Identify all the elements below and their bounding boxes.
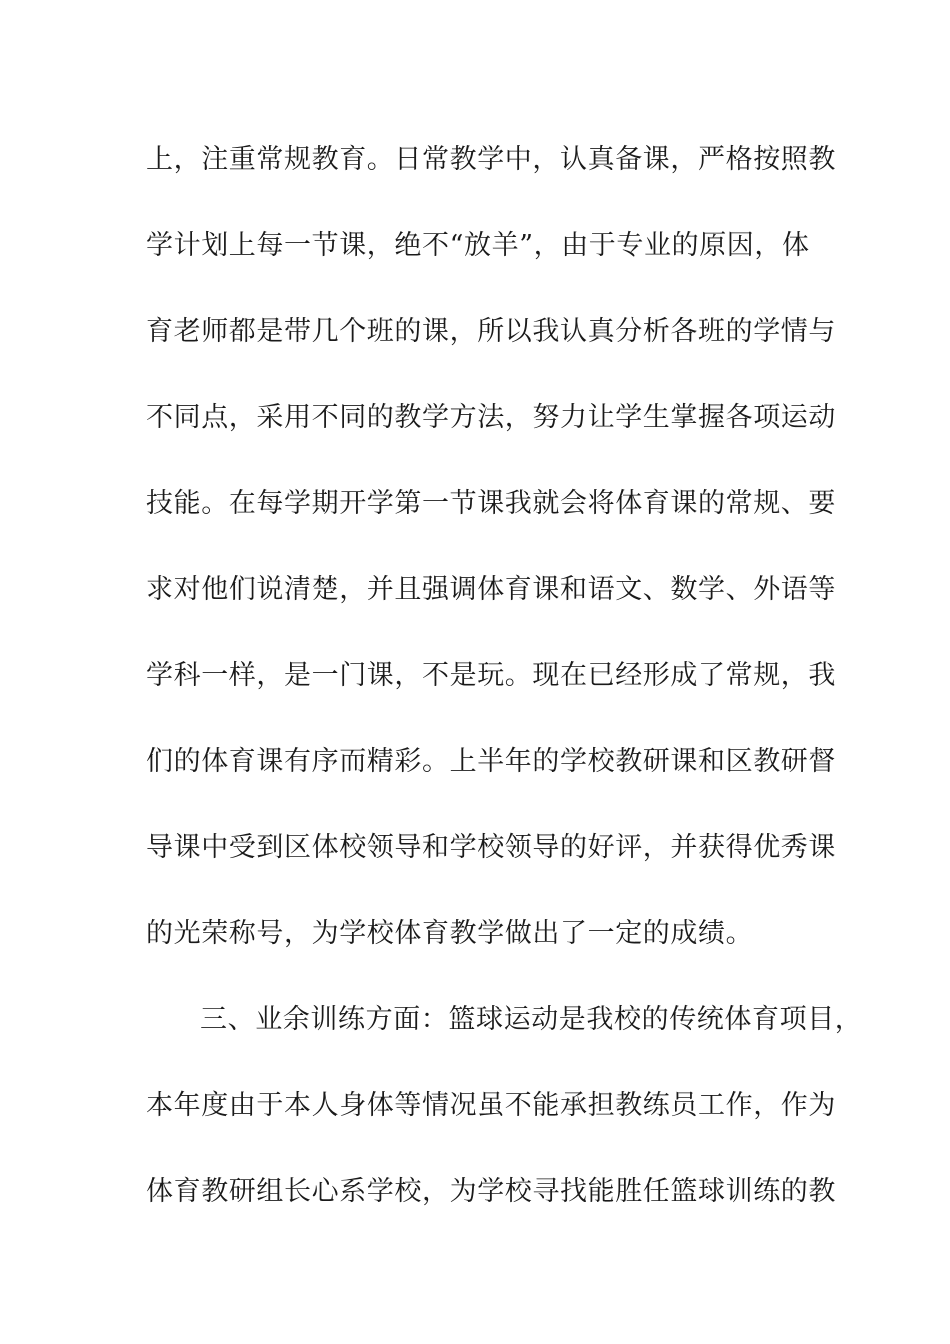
text-line: 学计划上每一节课，绝不“放羊”，由于专业的原因，体 bbox=[146, 230, 810, 261]
text-line: 育老师都是带几个班的课，所以我认真分析各班的学情与 bbox=[146, 316, 836, 347]
paragraph-start-line: 三、业余训练方面：篮球运动是我校的传统体育项目， bbox=[200, 1004, 863, 1035]
text-line: 导课中受到区体校领导和学校领导的好评，并获得优秀课 bbox=[146, 832, 836, 863]
text-line: 的光荣称号，为学校体育教学做出了一定的成绩。 bbox=[146, 918, 754, 949]
text-line: 体育教研组长心系学校，为学校寻找能胜任篮球训练的教 bbox=[146, 1176, 836, 1207]
text-line: 不同点，采用不同的教学方法，努力让学生掌握各项运动 bbox=[146, 402, 836, 433]
text-line: 上，注重常规教育。日常教学中，认真备课，严格按照教 bbox=[146, 144, 836, 175]
text-line: 学科一样，是一门课，不是玩。现在已经形成了常规，我 bbox=[146, 660, 836, 691]
text-line: 本年度由于本人身体等情况虽不能承担教练员工作，作为 bbox=[146, 1090, 836, 1121]
text-line: 们的体育课有序而精彩。上半年的学校教研课和区教研督 bbox=[146, 746, 836, 777]
text-line: 技能。在每学期开学第一节课我就会将体育课的常规、要 bbox=[146, 488, 836, 519]
text-line: 求对他们说清楚，并且强调体育课和语文、数学、外语等 bbox=[146, 574, 836, 605]
